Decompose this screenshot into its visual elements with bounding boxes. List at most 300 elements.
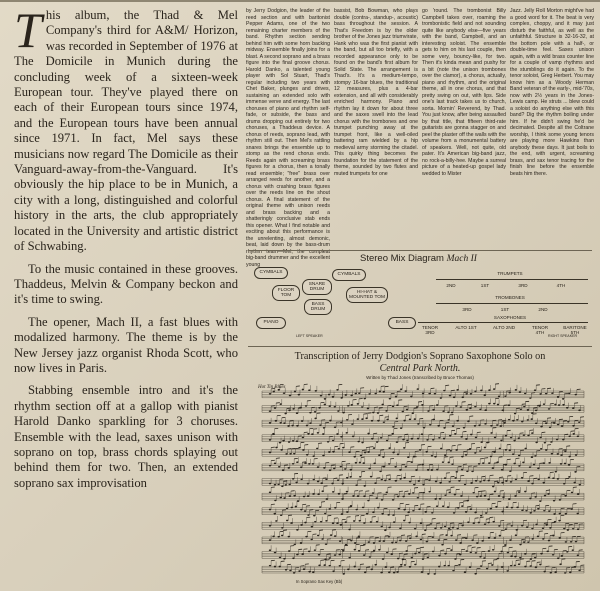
note [397,558,399,560]
note [553,422,555,424]
note [286,508,288,510]
note [340,436,342,438]
note [316,448,318,450]
note [558,404,560,406]
note [471,539,473,541]
text-column-1: by Jerry Dodgion, the leader of the reed section and with baritonist Pepper Adams, one of the two remaining charter members of the band. Rhythm section sending behind him with some horn backing midway. Ensemble finally joins for a blast. A second soprano and a brass figure into the final groove chorus. Harold Danko, a talented young player with Sol Stuart, Thad's regular including two years with Chet Baker, plunges and drives, sustaining an extended solo with immense verve and energy. The last choruses of piano and rhythm self-fade, or subside, the bass and drums dropping out entirely for two choruses, a Thaddeus device. A chorus of reeds, soprano lead, with rhythm still out. Then Mel's rattling snares brings the ensemble up to stomp as the rend chorus ends. Reeds again with screaming brass figures for a chorus, then a tonally read ensemble; "free" brass over arranged reeds for another, and a chorus with crashing brass figures over the reeds line on the shout chorus. A final statement of the original theme with unison reeds and brass backing and a shatteringly conclusive stab ends this opener. What I find notable and exciting about this performance is the unrelenting, almost demonic, beat, laid down by the bass-drum rhythm team—Mel, the compleat big-band drummer and the excellent young [246,8,330,268]
note [518,491,520,493]
note [464,484,466,486]
note [543,403,545,405]
note [279,557,281,559]
note [371,438,373,440]
note [501,566,503,568]
top-border [0,0,600,2]
note [452,570,454,572]
note [285,484,287,486]
note [456,471,458,473]
note [474,512,476,514]
note [333,468,335,470]
transcription-title: Transcription of Jerry Dodgion's Soprano Saxophone Solo on [294,351,546,362]
note [405,540,407,542]
note [308,551,310,553]
note [467,521,469,523]
note [460,495,462,497]
staff [262,413,584,429]
note [385,410,387,412]
note [396,571,398,573]
note [513,463,515,465]
note [370,476,372,478]
note [409,481,411,483]
note [275,447,277,449]
note [492,467,494,469]
note [353,520,355,522]
note [447,411,449,413]
note [324,513,326,515]
note [505,464,507,466]
note [332,570,334,572]
note [329,420,331,422]
note [531,528,533,530]
note [572,425,574,427]
note [321,538,323,540]
note [292,463,294,465]
note [308,463,310,465]
note [444,454,446,456]
note [396,441,398,443]
note [567,421,569,423]
stereo-mix-diagram [248,250,592,343]
note [518,437,520,439]
note [442,461,444,463]
note [386,492,388,494]
note [374,393,376,395]
note [389,398,391,400]
note [573,433,575,435]
note [470,482,472,484]
note [395,541,397,543]
note [292,440,294,442]
note [512,453,514,455]
note [540,426,542,428]
note [545,449,547,451]
note [459,554,461,556]
note [365,417,367,419]
note [525,510,527,512]
note [509,470,511,472]
note [336,389,338,391]
note [557,453,559,455]
note [322,433,324,435]
note [388,572,390,574]
note [493,451,495,453]
note [289,395,291,397]
note [523,434,525,436]
note [328,565,330,567]
note [570,508,572,510]
note [280,514,282,516]
note [414,553,416,555]
note [557,396,559,398]
note [332,522,334,524]
note [527,419,529,421]
note [498,396,500,398]
note [376,521,378,523]
note [277,536,279,538]
saxophones-line [418,322,588,323]
note [427,469,429,471]
note [357,441,359,443]
note [448,527,450,529]
note [302,449,304,451]
note [505,435,507,437]
note [542,538,544,540]
note [274,566,276,568]
note [338,554,340,556]
note [354,542,356,544]
note [342,447,344,449]
note [542,527,544,529]
note [428,393,430,395]
note [479,408,481,410]
note [456,528,458,530]
note [524,553,526,555]
note [417,438,419,440]
note [329,469,331,471]
note [407,511,409,513]
note [460,436,462,438]
note [382,558,384,560]
staff [262,544,584,560]
note [371,569,373,571]
note [274,500,276,502]
trumpets-label: TRUMPETS [497,271,523,276]
note [559,537,561,539]
note [364,452,366,454]
drop-cap: T [14,2,42,58]
sax-tenor-3rd: TENOR 3RD [421,325,439,335]
note [506,570,508,572]
note [434,528,436,530]
note [292,557,294,559]
note [568,393,570,395]
note [508,419,510,421]
note [290,522,292,524]
note [414,418,416,420]
note [470,552,472,554]
note [417,388,419,390]
note [381,499,383,501]
note [476,496,478,498]
note [504,544,506,546]
note [552,554,554,556]
note [510,555,512,557]
note [531,538,533,540]
note [529,512,531,514]
note [420,522,422,524]
note [473,522,475,524]
note [434,573,436,575]
note [490,425,492,427]
note [429,424,431,426]
note [358,392,360,394]
note [289,570,291,572]
note [555,471,557,473]
note [423,492,425,494]
note [575,541,577,543]
note [421,571,423,573]
note [312,493,314,495]
note [422,393,424,395]
text-column-3 [422,8,506,256]
note [535,523,537,525]
note [279,442,281,444]
note [573,482,575,484]
note [460,406,462,408]
note [349,476,351,478]
note [519,544,521,546]
note [312,463,314,465]
note [305,536,307,538]
note [527,541,529,543]
note [516,419,518,421]
note [421,433,423,435]
note [301,420,303,422]
note [488,537,490,539]
note [378,549,380,551]
note [329,405,331,407]
note [370,521,372,523]
text-column-2: bassist, Bob Bowman, who plays double (contra-, standup-, acoustic) bass throughout the session. A That's Freedom is by the older brother of the Jones jazz triumvirate, Hank who was the first pianist with the band, but all too briefly, with a recorded appearance only to be found on the band's first album for Solid State. The arrangement is Thad's. It's a medium-tempo, stompy 16-bar blues, the traditional 12 measures, plus a 4-bar extension, and all with considerably enriched harmony. Piano and rhythm lay it down for about three and the saxes swell into the lead chorus with the trombones and one trumpet punching away at the trumpet front, like a well-oiled battering ram wielded by a hip medieval army storming the citadel. This quirky thing becomes the foundation for the statement of the theme, sounded by two flutes and muted trumpets for one [334,8,418,177]
note [511,507,513,509]
note [354,456,356,458]
right-speaker-label: RIGHT SPEAKER [548,334,578,338]
note [396,404,398,406]
note [368,393,370,395]
note [424,529,426,531]
note [462,396,464,398]
note [392,406,394,408]
note [298,447,300,449]
note [556,439,558,441]
note [403,420,405,422]
note [269,452,271,454]
note [454,433,456,435]
note [502,409,504,411]
note [474,452,476,454]
note [562,439,564,441]
note [423,427,425,429]
note [455,405,457,407]
note [387,514,389,516]
text-column-4-body: Jazz. Jelly Roll Morton might've had a good word for it. The beat is very complex, choppy, and it may just disturb the faithful, as well as the unfaithful. Structure is 32-16-32, at the bottom pole with a half-, or double-time feel. Saxes unison again, with a wild brass counter line for a couple of vamp rhythms and the stumblings do it again. To the tenor soloist, Greg Herbert. You may know him as a Woody Herman Band veteran of the early-, mid-'70s, now with 2½ years in the Jones-Lewis camp. He struts ... blew could a soloist do anything else with this band? Dig the rhythm boiling under him. If he didn't swing he'd be decimated. Despite all the Coltrane worship, I think some young tenors are playing more Hawkins than anybody these days. It just boils to the end, with urgent, screaming brass, and sax tenor tracing for the finish line before the ensemble beats him there. [510,8,594,177]
note [414,528,416,530]
intro-paragraph-2: To the music contained in these grooves. Thaddeus, Melvin & Company beckon and it's time to swing. [14,261,238,307]
note [377,412,379,414]
note [334,426,336,428]
note [431,512,433,514]
note [376,441,378,443]
note [381,404,383,406]
note [408,522,410,524]
note [328,394,330,396]
note [552,535,554,537]
note [392,426,394,428]
note [566,407,568,409]
trumpet-1st: 1ST [480,283,490,288]
note [379,391,381,393]
note [466,550,468,552]
note [347,405,349,407]
note [304,462,306,464]
note [392,514,394,516]
note [491,564,493,566]
note [563,528,565,530]
note [441,544,443,546]
note [485,512,487,514]
note [430,523,432,525]
note [524,491,526,493]
note [537,536,539,538]
note [534,389,536,391]
note [524,566,526,568]
note [388,463,390,465]
note [305,405,307,407]
note [475,480,477,482]
note [405,466,407,468]
note [393,572,395,574]
note [284,413,286,415]
note [507,552,509,554]
note [544,442,546,444]
note [563,483,565,485]
trombone-3rd: 3RD [462,307,472,312]
note [471,470,473,472]
note [501,511,503,513]
note [442,410,444,412]
note [461,456,463,458]
note [484,523,486,525]
note [363,522,365,524]
note [574,471,576,473]
note [480,390,482,392]
note [358,550,360,552]
transcription-section [248,346,592,585]
note [354,549,356,551]
note [497,482,499,484]
staff [262,515,584,531]
note [304,510,306,512]
note [400,564,402,566]
note [346,477,348,479]
note [409,566,411,568]
staff [262,559,584,575]
note [435,481,437,483]
note [388,447,390,449]
note [306,454,308,456]
note [383,466,385,468]
note [289,495,291,497]
note [399,469,401,471]
note [579,484,581,486]
note [454,494,456,496]
note [352,436,354,438]
note [492,549,494,551]
note [514,565,516,567]
note [332,440,334,442]
note [461,525,463,527]
score-caption: In Soprano Sax Key (Bb) [296,579,343,584]
note [296,461,298,463]
note [534,496,536,498]
note [342,550,344,552]
note [319,506,321,508]
note [448,481,450,483]
note [514,556,516,558]
note [540,448,542,450]
note [342,573,344,575]
note [269,422,271,424]
note [291,425,293,427]
note [474,390,476,392]
note [516,529,518,531]
note [388,527,390,529]
note [537,468,539,470]
note [520,408,522,410]
note [403,447,405,449]
note [402,496,404,498]
note [269,492,271,494]
note [413,484,415,486]
note [438,555,440,557]
note [505,528,507,530]
note [322,455,324,457]
note [550,572,552,574]
note [293,572,295,574]
note [324,404,326,406]
note [426,541,428,543]
note [328,451,330,453]
note [505,449,507,451]
note [493,388,495,390]
note [380,572,382,574]
sax-baritone-5th: BARITONE 5TH [563,325,587,335]
note [509,450,511,452]
note [529,466,531,468]
note [359,520,361,522]
note [492,521,494,523]
note [443,390,445,392]
note [510,481,512,483]
note [539,564,541,566]
note [439,482,441,484]
note [299,407,301,409]
note [436,469,438,471]
note [515,479,517,481]
note [465,454,467,456]
note [393,521,395,523]
note [564,450,566,452]
note [311,433,313,435]
note [530,558,532,560]
note [415,536,417,538]
note [443,427,445,429]
note [340,421,342,423]
note [490,432,492,434]
note [321,490,323,492]
note [496,461,498,463]
note [457,507,459,509]
